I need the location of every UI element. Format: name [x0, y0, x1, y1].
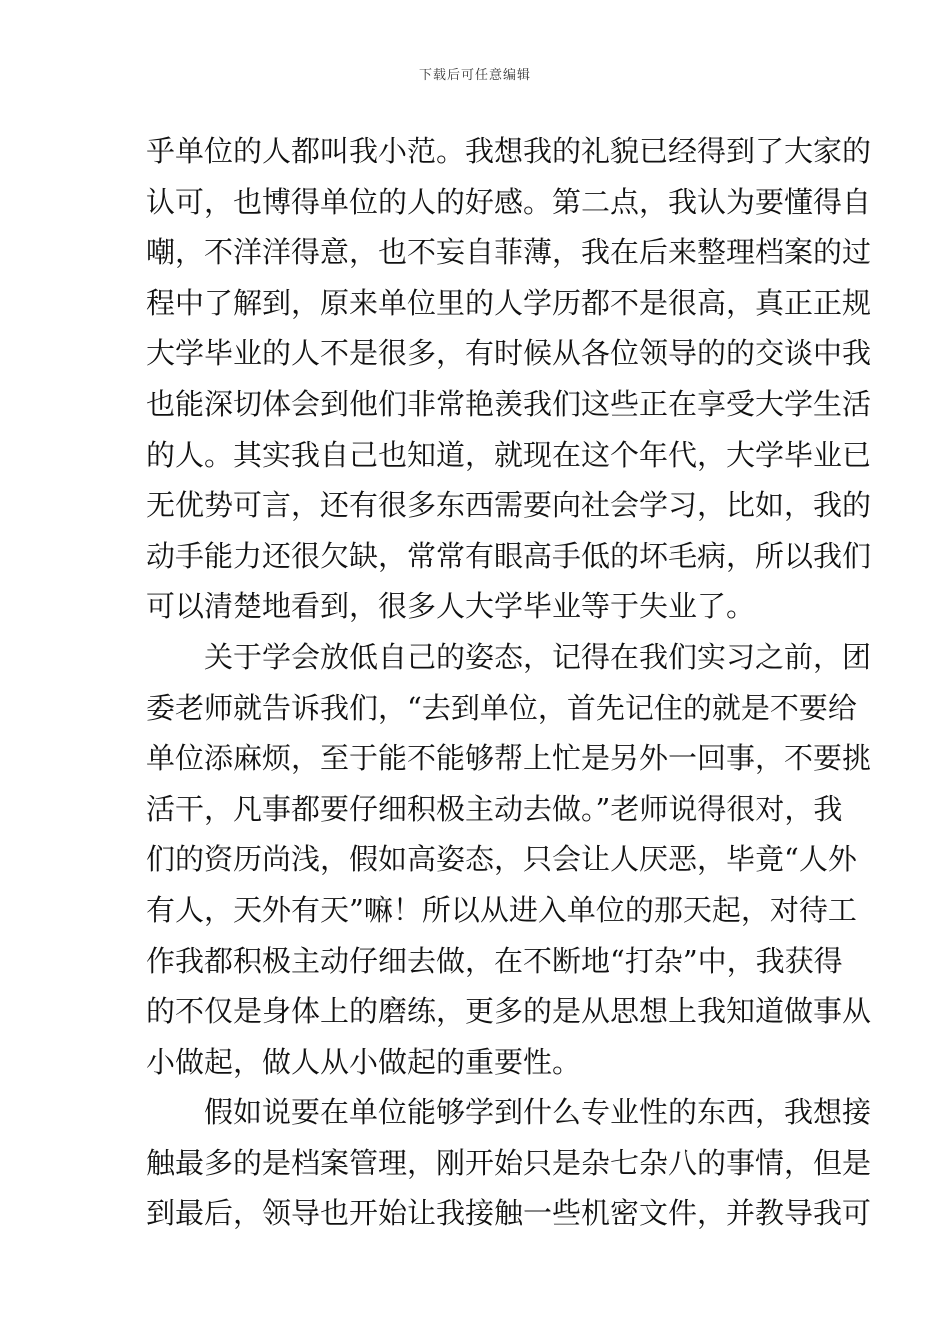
text-line: 委老师就告诉我们，“去到单位，首先记住的就是不要给	[146, 690, 857, 725]
body-text	[146, 126, 872, 1239]
text-line: 单位添麻烦，至于能不能够帮上忙是另外一回事，不要挑	[146, 741, 872, 776]
text-line: 嘲，不洋洋得意，也不妄自菲薄，我在后来整理档案的过	[146, 235, 872, 270]
text-line: 作我都积极主动仔细去做，在不断地“打杂”中，我获得	[146, 943, 843, 978]
text-line: 动手能力还很欠缺，常常有眼高手低的坏毛病，所以我们	[146, 538, 872, 573]
text-line: 大学毕业的人不是很多，有时候从各位领导的的交谈中我	[146, 336, 872, 371]
text-line: 有人，天外有天”嘛！所以从进入单位的那天起，对待工	[146, 892, 857, 927]
text-line: 触最多的是档案管理，刚开始只是杂七杂八的事情，但是	[146, 1145, 872, 1180]
text-line: 也能深切体会到他们非常艳羡我们这些正在享受大学生活	[146, 386, 872, 421]
text-line: 乎单位的人都叫我小范。我想我的礼貌已经得到了大家的	[146, 134, 872, 168]
text-line: 可以清楚地看到，很多人大学毕业等于失业了。	[146, 589, 756, 624]
text-line: 们的资历尚浅，假如高姿态，只会让人厌恶，毕竟“人外	[146, 842, 857, 877]
text-line: 假如说要在单位能够学到什么专业性的东西，我想接	[204, 1095, 872, 1130]
text-line: 小做起，做人从小做起的重要性。	[146, 1044, 582, 1079]
text-line: 活干，凡事都要仔细积极主动去做。”老师说得很对，我	[146, 791, 843, 826]
text-line: 到最后，领导也开始让我接触一些机密文件，并教导我可	[146, 1196, 872, 1231]
text-line: 程中了解到，原来单位里的人学历都不是很高，真正正规	[146, 285, 872, 320]
text-line: 认可，也博得单位的人的好感。第二点，我认为要懂得自	[146, 184, 872, 219]
text-line: 的人。其实我自己也知道，就现在这个年代，大学毕业已	[146, 437, 872, 472]
text-line: 的不仅是身体上的磨练，更多的是从思想上我知道做事从	[146, 994, 872, 1029]
text-line: 关于学会放低自己的姿态，记得在我们实习之前，团	[204, 639, 872, 674]
page-header: 下载后可任意编辑	[418, 68, 531, 83]
text-line: 无优势可言，还有很多东西需要向社会学习，比如，我的	[146, 488, 872, 523]
